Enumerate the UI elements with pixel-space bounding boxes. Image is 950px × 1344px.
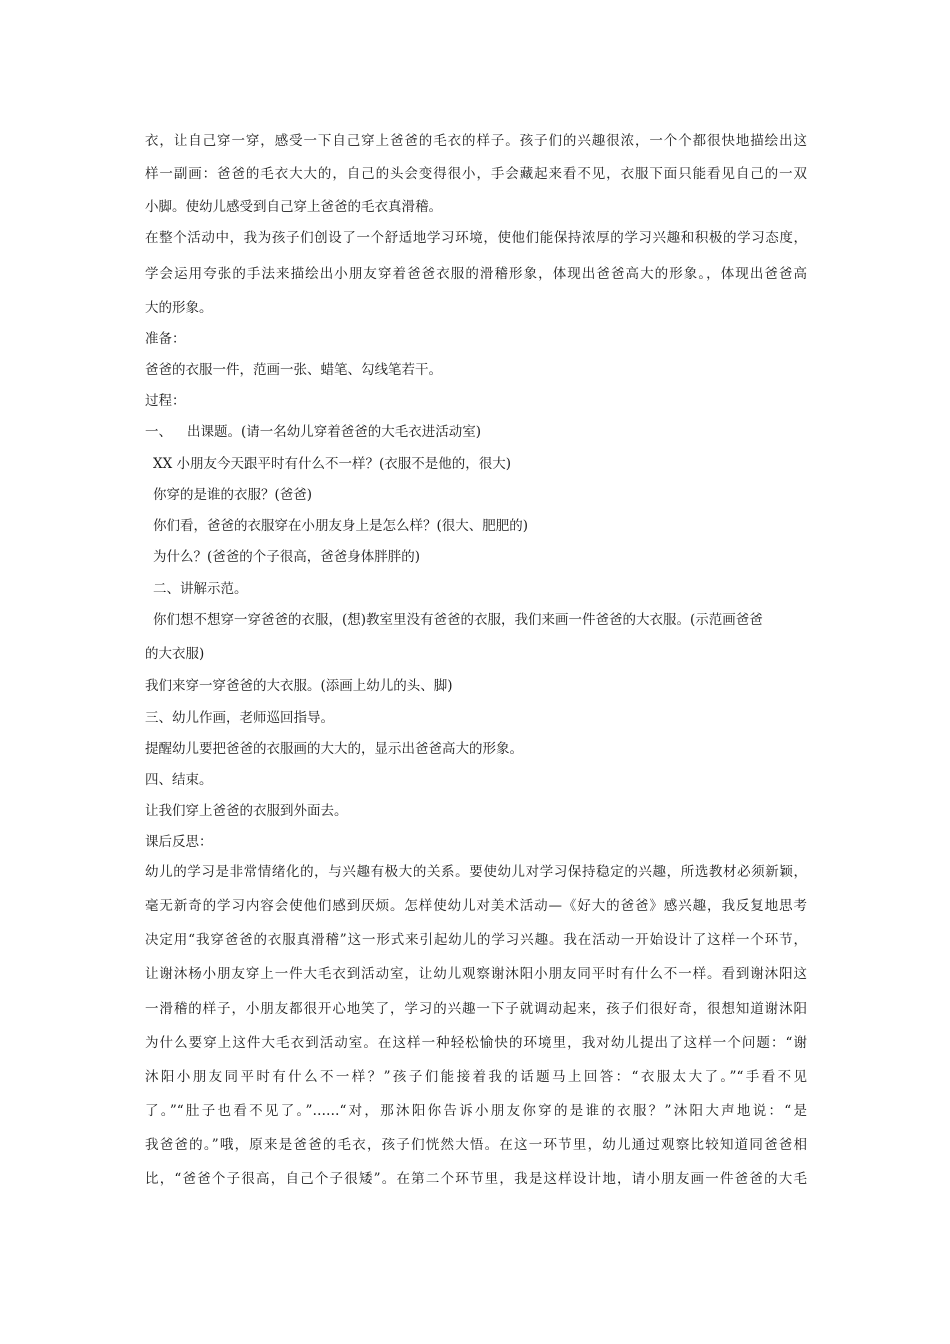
- paragraph-line: 了。”“肚子也看不见了。”……“对，那沐阳你告诉小朋友你穿的是谁的衣服？”沐阳大声地说：“是: [145, 1103, 807, 1119]
- paragraph-line: 在整个活动中，我为孩子们创设了一个舒适地学习环境，使他们能保持浓厚的学习兴趣和积极的学习态度，: [145, 230, 807, 246]
- section-heading: 准备：: [145, 331, 186, 347]
- paragraph-line: 沐阳小朋友同平时有什么不一样？”孩子们能接着我的话题马上回答：“衣服太大了。”“手看不见: [145, 1069, 807, 1085]
- paragraph-line: 一滑稽的样子，小朋友都很开心地笑了，学习的兴趣一下子就调动起来，孩子们很好奇，很想知道谢沐阳: [145, 1001, 807, 1017]
- paragraph-line: 让我们穿上爸爸的衣服到外面去。: [145, 803, 348, 819]
- step-title: 四、结束。: [145, 772, 213, 788]
- dialogue-line: 为什么？(爸爸的个子很高，爸爸身体胖胖的): [153, 549, 421, 565]
- paragraph-line: 的大衣服): [145, 646, 205, 662]
- dialogue-line: XX 小朋友今天跟平时有什么不一样？(衣服不是他的，很大): [153, 456, 512, 472]
- paragraph-line: 学会运用夸张的手法来描绘出小朋友穿着爸爸衣服的滑稽形象，体现出爸爸高大的形象。，体现出爸爸高: [145, 266, 807, 282]
- paragraph-line: 让谢沐杨小朋友穿上一件大毛衣到活动室，让幼儿观察谢沐阳小朋友同平时有什么不一样。看到谢沐阳这: [145, 966, 807, 982]
- paragraph-line: 为什么要穿上这件大毛衣到活动室。在这样一种轻松愉快的环境里，我对幼儿提出了这样一个问题：“谢: [145, 1035, 807, 1051]
- step-title: 出课题。(请一名幼儿穿着爸爸的大毛衣进活动室): [187, 424, 482, 440]
- section-heading: 课后反思：: [145, 834, 213, 850]
- paragraph-line: 样一副画：爸爸的毛衣大大的，自己的头会变得很小，手会藏起来看不见，衣服下面只能看见自己的一双: [145, 166, 807, 182]
- paragraph-line: 大的形象。: [145, 300, 213, 316]
- dialogue-line: 你们想不想穿一穿爸爸的衣服，(想)教室里没有爸爸的衣服，我们来画一件爸爸的大衣服。(示范画爸爸: [153, 612, 763, 628]
- paragraph-line: 爸爸的衣服一件，范画一张、蜡笔、勾线笔若干。: [145, 362, 442, 378]
- paragraph-line: 比，“爸爸个子很高，自己个子很矮”。在第二个环节里，我是这样设计地，请小朋友画一件爸爸的大毛: [145, 1171, 807, 1187]
- paragraph-line: 提醒幼儿要把爸爸的衣服画的大大的，显示出爸爸高大的形象。: [145, 741, 523, 757]
- step-number: 一、: [145, 424, 172, 440]
- section-heading: 过程：: [145, 393, 186, 409]
- paragraph-line: 幼儿的学习是非常情绪化的，与兴趣有极大的关系。要使幼儿对学习保持稳定的兴趣，所选教材必须新颖，: [145, 864, 807, 880]
- paragraph-line: 毫无新奇的学习内容会使他们感到厌烦。怎样使幼儿对美术活动—《好大的爸爸》感兴趣，我反复地思考: [145, 898, 807, 914]
- paragraph-line: 我爸爸的。”哦，原来是爸爸的毛衣，孩子们恍然大悟。在这一环节里，幼儿通过观察比较知道同爸爸相: [145, 1137, 807, 1153]
- paragraph-line: 衣，让自己穿一穿，感受一下自己穿上爸爸的毛衣的样子。孩子们的兴趣很浓，一个个都很快地描绘出这: [145, 133, 807, 149]
- dialogue-line: 你穿的是谁的衣服？(爸爸): [153, 487, 313, 503]
- paragraph-line: 小脚。使幼儿感受到自己穿上爸爸的毛衣真滑稽。: [145, 199, 442, 215]
- dialogue-line: 你们看，爸爸的衣服穿在小朋友身上是怎么样？(很大、肥肥的): [153, 518, 529, 534]
- paragraph-line: 决定用“我穿爸爸的衣服真滑稽”这一形式来引起幼儿的学习兴趣。我在活动一开始设计了这样一个环节，: [145, 932, 807, 948]
- step-title: 二、讲解示范。: [153, 581, 248, 597]
- step-title: 三、幼儿作画，老师巡回指导。: [145, 710, 334, 726]
- paragraph-line: 我们来穿一穿爸爸的大衣服。(添画上幼儿的头、脚): [145, 678, 453, 694]
